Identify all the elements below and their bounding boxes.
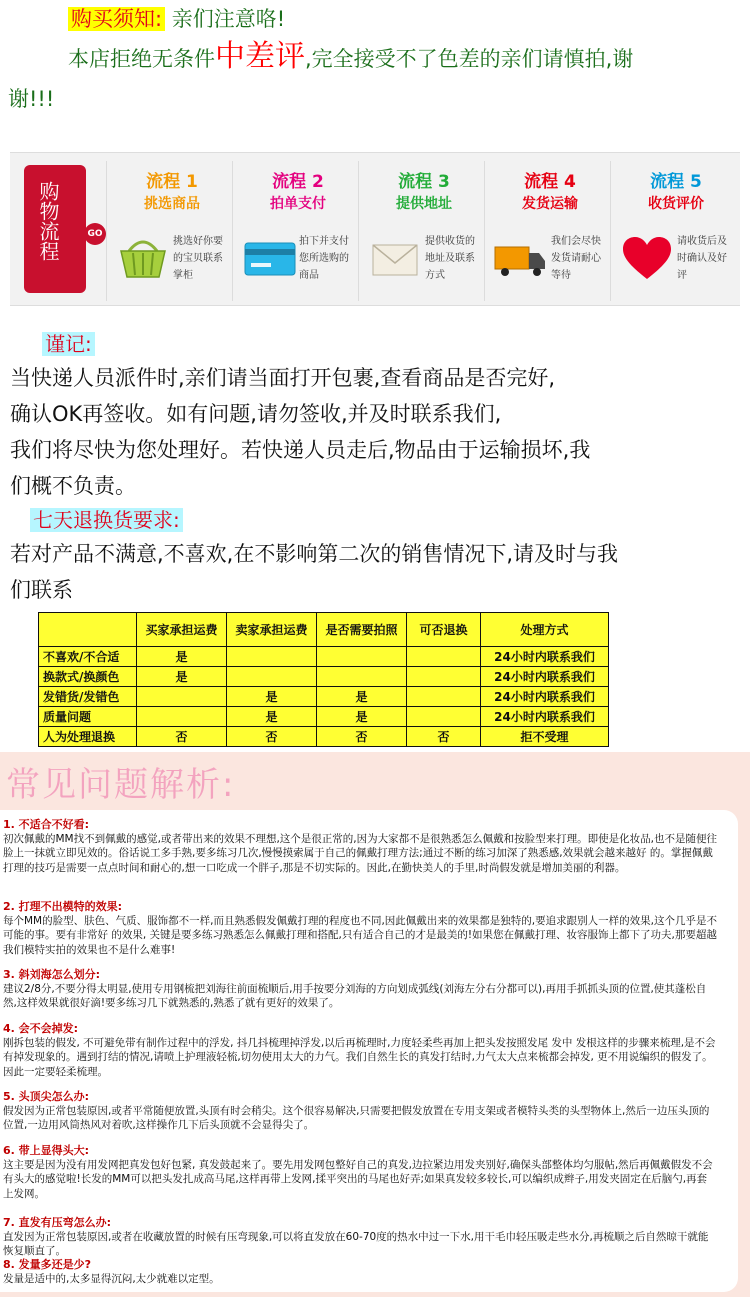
reminder-line: 们概不负责。 — [10, 474, 136, 498]
table-cell: 质量问题 — [39, 707, 137, 727]
faq-item — [3, 968, 717, 1011]
table-header-row — [39, 613, 609, 647]
faq-item — [3, 900, 717, 957]
faq-question: 1. 不适合不好看: — [3, 818, 90, 831]
table-cell: 是 — [317, 707, 407, 727]
faq-title: 常见问题解析: — [6, 765, 236, 805]
faq-answer: 这主要是因为没有用发网把真发包好包紧, 真发鼓起来了。要先用发网包整好自己的真发,边拉紧边用发夹别好,确保头部整体均匀服帖,然后再佩戴假发不会有头大的感觉啦!长发的MM可以把头发扎成高马尾,这样再带上发网,揉平突出的马尾也好弄;如果真发较多较长,可以编织成辫子,用发夹固定在后脑勺,再套上发网。 — [3, 1159, 713, 1200]
return-policy-text — [10, 536, 740, 608]
step-subtitle: 提供地址 — [396, 196, 452, 212]
table-cell: 换款式/换颜色 — [39, 667, 137, 687]
reminder-title: 谨记: — [42, 330, 95, 358]
table-cell: 是 — [137, 667, 227, 687]
step-title: 流程 3 — [398, 172, 450, 192]
faq-item — [3, 1090, 717, 1133]
return-policy-table — [38, 612, 609, 747]
table-cell — [137, 707, 227, 727]
faq-question: 2. 打理不出模特的效果: — [3, 900, 123, 913]
faq-answer: 刚拆包装的假发, 不可避免带有制作过程中的浮发, 抖几抖梳理掉浮发,以后再梳理时,力度轻柔些再加上把头发按照发尾 发中 发根这样的步骤来梳理,是不会有掉发现象的。遇到打结的情况,请喷上护理液轻梳,切勿使用太大的力气。我们自然生长的真发打结时,力气太大点来梳都会掉发, 更不用说编织的假发了。因此一定要轻柔梳理。 — [3, 1037, 716, 1078]
purchase-notice — [0, 0, 750, 120]
table-cell: 是 — [137, 647, 227, 667]
basket-icon — [115, 231, 171, 285]
table-cell — [227, 667, 317, 687]
return-line: 若对产品不满意,不喜欢,在不影响第二次的销售情况下,请及时与我 — [10, 542, 619, 566]
step-subtitle: 挑选商品 — [144, 196, 200, 212]
faq-section — [0, 752, 750, 1297]
table-cell — [317, 647, 407, 667]
table-cell: 24小时内联系我们 — [481, 667, 609, 687]
faq-question: 5. 头顶尖怎么办: — [3, 1090, 90, 1103]
process-go-badge: GO — [84, 223, 106, 245]
step-subtitle: 拍单支付 — [270, 196, 326, 212]
step-description: 挑选好你要的宝贝联系掌柜 — [173, 236, 223, 281]
faq-item — [3, 818, 717, 875]
table-cell — [137, 687, 227, 707]
table-header: 买家承担运费 — [137, 613, 227, 647]
step-subtitle: 发货运输 — [522, 196, 578, 212]
heart-icon — [619, 231, 675, 285]
faq-question: 7. 直发有压弯怎么办: — [3, 1216, 112, 1229]
step-subtitle: 收货评价 — [648, 196, 704, 212]
faq-question: 6. 带上显得头大: — [3, 1144, 90, 1157]
table-cell: 不喜欢/不合适 — [39, 647, 137, 667]
process-step-3 — [358, 161, 484, 301]
table-cell — [407, 707, 481, 727]
table-cell: 拒不受理 — [481, 727, 609, 747]
reminder-text — [10, 360, 740, 504]
table-cell: 否 — [227, 727, 317, 747]
table-cell: 否 — [317, 727, 407, 747]
table-cell: 是 — [227, 707, 317, 727]
table-header: 卖家承担运费 — [227, 613, 317, 647]
faq-question: 3. 斜刘海怎么划分: — [3, 968, 101, 981]
faq-item — [3, 1144, 717, 1201]
step-description: 拍下并支付您所选购的商品 — [299, 236, 349, 281]
notice-greeting: 亲们注意咯! — [171, 7, 286, 31]
step-description: 提供收货的地址及联系方式 — [425, 236, 475, 281]
table-row — [39, 647, 609, 667]
step-description: 请收货后及时确认及好评 — [677, 236, 727, 281]
faq-answer: 建议2/8分,不要分得太明显,使用专用钢梳把刘海往前面梳顺后,用手按要分刘海的方向划成弧线(刘海左分右分都可以),再用手抓抓头顶的位置,使其蓬松自然,这样效果就很好滴!要多练习几下就熟悉的,熟悉了就有更好的效果了。 — [3, 983, 707, 1010]
table-cell: 是 — [317, 687, 407, 707]
faq-answer: 假发因为正常包装原因,或者平常随便放置,头顶有时会稍尖。这个很容易解决,只需要把假发放置在专用支架或者模特头类的头型物体上,然后一边压头顶的位置,一边用风筒热风对着吹,这样操作几下后头顶就不会显得尖了。 — [3, 1105, 710, 1132]
truck-icon — [493, 231, 549, 285]
table-row — [39, 667, 609, 687]
faq-answer: 发量是适中的,太多显得沉闷,太少就难以定型。 — [3, 1273, 220, 1285]
credit-card-icon — [241, 231, 297, 285]
table-cell: 24小时内联系我们 — [481, 647, 609, 667]
process-step-5 — [610, 161, 736, 301]
table-header — [39, 613, 137, 647]
notice-label: 购买须知: — [68, 7, 165, 31]
faq-panel — [0, 810, 738, 1292]
faq-item — [3, 1216, 717, 1259]
faq-answer: 直发因为正常包装原因,或者在收藏放置的时候有压弯现象,可以将直发放在60-70度的热水中过一下水,用干毛巾轻压吸走些水分,再梳顺之后自然晾干就能恢复顺直了。 — [3, 1231, 709, 1258]
table-cell: 24小时内联系我们 — [481, 707, 609, 727]
table-cell — [407, 687, 481, 707]
table-cell: 24小时内联系我们 — [481, 687, 609, 707]
reminder-line: 确认OK再签收。如有问题,请勿签收,并及时联系我们, — [10, 402, 502, 426]
faq-item — [3, 1022, 717, 1079]
shopping-process-banner — [10, 152, 740, 306]
reminder-line: 我们将尽快为您处理好。若快递人员走后,物品由于运输损坏,我 — [10, 438, 591, 462]
table-cell — [227, 647, 317, 667]
notice-thanks: 谢!!! — [8, 87, 55, 111]
table-cell: 发错货/发错色 — [39, 687, 137, 707]
process-step-4 — [484, 161, 610, 301]
table-cell — [317, 667, 407, 687]
process-head — [24, 165, 86, 293]
table-row — [39, 707, 609, 727]
table-row — [39, 727, 609, 747]
step-title: 流程 1 — [146, 172, 198, 192]
faq-question: 4. 会不会掉发: — [3, 1022, 79, 1035]
process-step-2 — [232, 161, 358, 301]
step-title: 流程 4 — [524, 172, 576, 192]
table-cell — [407, 647, 481, 667]
table-cell: 否 — [407, 727, 481, 747]
return-policy-title: 七天退换货要求: — [30, 506, 183, 534]
faq-answer: 每个MM的脸型、肤色、气质、服饰都不一样,而且熟悉假发佩戴打理的程度也不同,因此佩戴出来的效果都是独特的,要追求跟别人一样的效果,这个几乎是不可能的事。要有非常好 的效果, 关键是要多练习熟悉怎么佩戴打理和搭配,只有适合自己的才是最美的!如果您在佩戴打理、妆容服饰上都下了功夫,那要超越我们模特实拍的效果也不是什么难事! — [3, 915, 717, 956]
notice-policy-line — [68, 39, 634, 74]
process-head-label: 购物流程 — [36, 181, 60, 261]
notice-policy-pre: 本店拒绝无条件 — [68, 47, 215, 71]
table-cell — [407, 667, 481, 687]
table-cell: 人为处理退换 — [39, 727, 137, 747]
return-line: 们联系 — [10, 578, 73, 602]
envelope-icon — [367, 231, 423, 285]
table-header: 是否需要拍照 — [317, 613, 407, 647]
notice-policy-post: ,完全接受不了色差的亲们请慎拍,谢 — [305, 47, 634, 71]
faq-question: 8. 发量多还是少? — [3, 1258, 92, 1271]
notice-policy-emphasis: 中差评 — [215, 39, 305, 74]
faq-answer: 初次佩戴的MM找不到佩戴的感觉,或者带出来的效果不理想,这个是很正常的,因为大家都不是很熟悉怎么佩戴和按脸型来打理。即使是化妆品,也不是随便往脸上一抹就立即见效的。俗话说工多手熟,要多练习几次,慢慢摸索属于自己的佩戴打理方法;通过不断的练习加深了熟悉感,效果就会越来越好 的。掌握佩戴打理的技巧是需要一点点时间和耐心的,想一口吃成一个胖子,那是不切实际的。因此,在勤快美人的手里,时尚假发就是增加美丽的利器。 — [3, 833, 717, 874]
table-cell: 否 — [137, 727, 227, 747]
table-row — [39, 687, 609, 707]
table-cell: 是 — [227, 687, 317, 707]
step-title: 流程 2 — [272, 172, 324, 192]
process-step-1 — [106, 161, 232, 301]
step-title: 流程 5 — [650, 172, 702, 192]
step-description: 我们会尽快发货请耐心等待 — [551, 236, 601, 281]
table-header: 处理方式 — [481, 613, 609, 647]
faq-item — [3, 1258, 717, 1286]
reminder-line: 当快递人员派件时,亲们请当面打开包裹,查看商品是否完好, — [10, 366, 556, 390]
notice-heading — [68, 6, 285, 32]
table-header: 可否退换 — [407, 613, 481, 647]
